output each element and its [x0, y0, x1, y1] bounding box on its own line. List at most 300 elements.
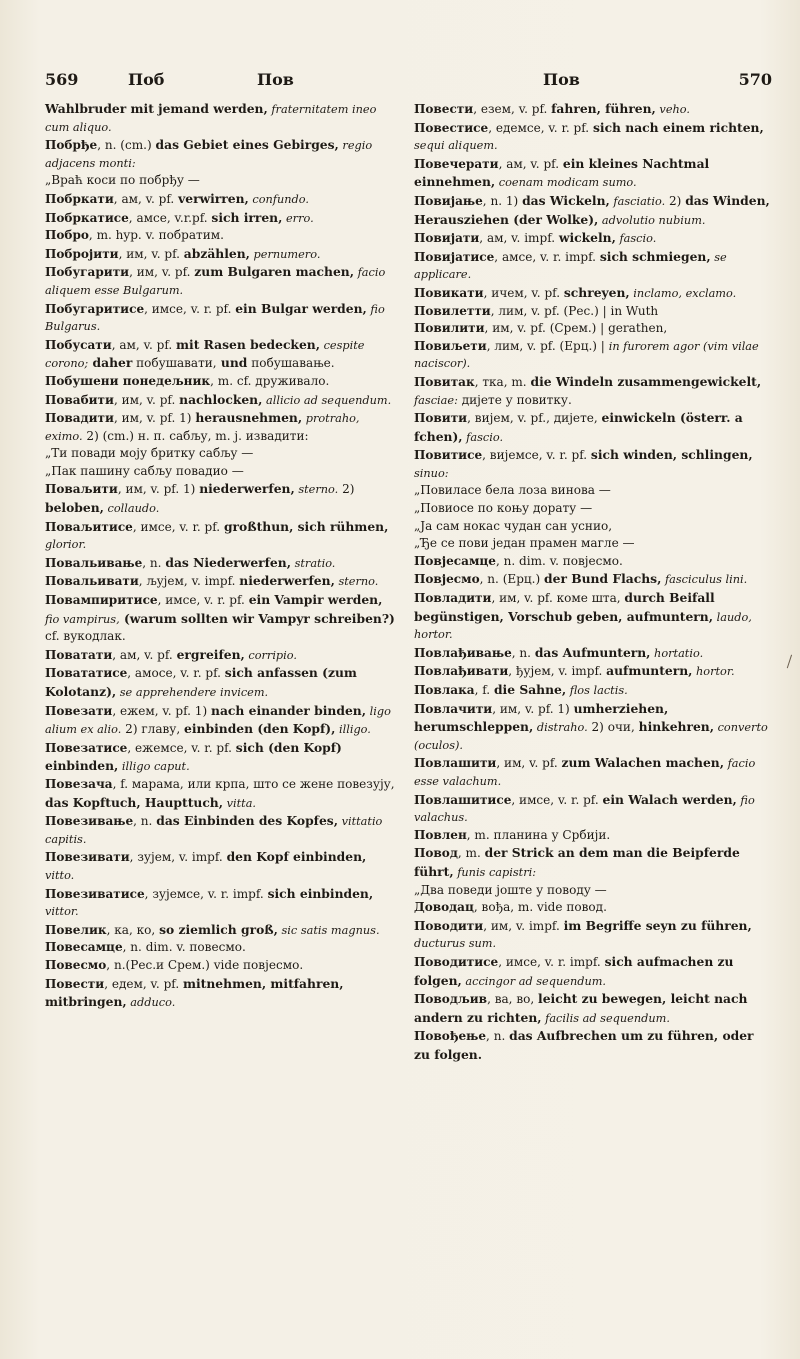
- german-gloss: beloben,: [45, 500, 104, 516]
- entry-text: , им, v. impf.: [483, 918, 564, 933]
- entry-text: , им, v. pf.: [113, 392, 180, 407]
- entry-text: „Пак пашину сабљу повадио —: [45, 463, 244, 478]
- entry-text: , вијемсе, v. r. pf.: [482, 448, 591, 463]
- latin-gloss: ducturus sum.: [414, 937, 497, 951]
- entry-text: , им, v. pf.: [129, 265, 195, 280]
- latin-gloss: sterno.: [334, 575, 379, 589]
- entry-text: , зујем, v. impf.: [129, 850, 227, 865]
- latin-gloss: hortatio.: [650, 646, 704, 660]
- entry-text: , f.: [474, 683, 494, 697]
- latin-gloss: sinuo:: [414, 466, 449, 480]
- dictionary-entry: [45, 739, 395, 776]
- entry-text: , ежем, v. pf. 1): [112, 703, 212, 718]
- entry-text: , им, v. pf.: [496, 756, 562, 771]
- page-header: [45, 70, 772, 96]
- entry-text: , ам, v. impf.: [479, 231, 559, 246]
- entry-text: , едемсе, v. r. pf.: [488, 120, 593, 135]
- headword: Повлака: [414, 683, 475, 697]
- entry-text: , имсе, v. r. impf.: [498, 954, 605, 969]
- latin-gloss: cespite corono;: [45, 338, 365, 371]
- headword: Поватати: [45, 647, 113, 662]
- entry-text: , ва, во,: [487, 992, 539, 1007]
- german-gloss: im Begriffe seyn zu führen,: [563, 917, 752, 933]
- headword: Повлађивање: [414, 645, 512, 660]
- latin-gloss: pernumero.: [249, 247, 321, 261]
- german-gloss: ein kleines Nachtmal einnehmen,: [414, 155, 710, 190]
- headword: Повитак: [414, 374, 475, 389]
- right-page-number: 570: [738, 70, 772, 89]
- dictionary-entry: [45, 373, 395, 391]
- german-gloss: das Aufmuntern,: [534, 644, 651, 660]
- latin-gloss: se apprehendere invicem.: [116, 686, 269, 699]
- entry-text: , вођа, m. vide повод.: [473, 900, 607, 915]
- german-gloss: durch Beifall begünstigen, Vorschub geben, aufmuntern,: [414, 590, 715, 624]
- left-guide-word-last: Пов: [257, 70, 294, 89]
- entry-text: „Ђе се пови један прамен магле —: [414, 536, 635, 551]
- dictionary-entry: [45, 885, 395, 921]
- latin-gloss: fio valachus.: [414, 793, 755, 825]
- german-gloss: herausnehmen,: [195, 410, 303, 426]
- german-gloss: ein Vampir werden,: [248, 592, 383, 608]
- headword: Поваљитисе: [45, 519, 133, 534]
- dictionary-entry: [45, 263, 395, 299]
- entry-text: 2): [665, 193, 686, 208]
- entry-text: „Два поведи јоште у поводу —: [414, 882, 607, 897]
- latin-gloss: fraternitatem ineo cum aliquo.: [45, 103, 377, 134]
- entry-text: , ам, v. pf.: [113, 191, 179, 206]
- german-gloss: und: [216, 355, 248, 371]
- german-gloss: der Bund Flachs,: [544, 571, 662, 587]
- latin-gloss: laudo, hortor.: [414, 610, 752, 642]
- latin-gloss: se applicare.: [414, 250, 727, 282]
- german-gloss: das Kopftuch, Haupttuch,: [45, 794, 224, 810]
- german-gloss: mit Rasen bedecken,: [176, 336, 320, 352]
- german-gloss: wickeln,: [558, 230, 616, 246]
- dictionary-entry: [45, 227, 395, 245]
- dictionary-entry: [45, 190, 395, 209]
- dictionary-entry: [414, 303, 772, 321]
- headword: Повезиватисе: [45, 886, 145, 901]
- german-gloss: abzählen,: [183, 245, 250, 261]
- german-gloss: daher: [88, 355, 133, 371]
- headword: Доводац: [414, 900, 474, 915]
- latin-gloss: vitto.: [45, 868, 75, 882]
- headword: Повесамце: [45, 940, 123, 955]
- dictionary-entry: [45, 921, 395, 940]
- entry-text: , едем, v. pf.: [104, 976, 183, 991]
- dictionary-entry: [45, 391, 395, 410]
- right-column: [414, 100, 772, 1064]
- latin-gloss: hortor.: [692, 665, 735, 679]
- dictionary-entry: [414, 248, 772, 284]
- entry-text: побушавати,: [132, 356, 217, 371]
- headword: Повестисе: [414, 120, 489, 135]
- german-gloss: sich anfassen (zum Kolotanz),: [45, 665, 357, 699]
- latin-gloss: fascio.: [615, 232, 657, 246]
- entry-text: , ам, v. pf.: [112, 647, 177, 662]
- german-gloss: Wahlbruder mit jemand werden,: [45, 101, 268, 116]
- dictionary-entry: [414, 882, 772, 900]
- latin-gloss: facio esse valachum.: [414, 757, 756, 788]
- latin-gloss: facio aliquem esse Bulgarum.: [45, 266, 386, 297]
- entry-text: , ам, v. pf.: [498, 156, 563, 171]
- left-page-number: 569: [45, 70, 79, 89]
- dictionary-entry: [414, 446, 772, 482]
- entry-text: , n. 1): [482, 193, 523, 208]
- german-gloss: zum Walachen machen,: [561, 755, 725, 771]
- left-guide-word-first: Поб: [128, 70, 165, 89]
- headword: Повабити: [45, 392, 114, 407]
- dictionary-entry: [414, 119, 772, 155]
- headword: Повататисе: [45, 666, 128, 681]
- headword: Повиљети: [414, 338, 487, 353]
- latin-gloss: stratio.: [290, 556, 336, 570]
- german-gloss: nachlocken,: [179, 391, 263, 407]
- headword: Повитисе: [414, 448, 483, 463]
- dictionary-entry: [414, 553, 772, 571]
- latin-gloss: flos lactis.: [566, 684, 628, 697]
- latin-gloss: inclamo, exclamo.: [629, 286, 737, 300]
- latin-gloss: fio vampirus,: [45, 612, 120, 626]
- german-gloss: niederwerfen,: [239, 573, 335, 589]
- headword: Повальивати: [45, 574, 139, 589]
- headword: Побркати: [45, 191, 114, 206]
- dictionary-entry: [414, 155, 772, 192]
- german-gloss: hinkehren,: [638, 719, 714, 735]
- headword: Побушени понедељник: [45, 373, 211, 388]
- dictionary-entry: [414, 338, 772, 373]
- german-gloss: die Windeln zusammengewickelt,: [530, 373, 762, 389]
- entry-text: , амсе, v.r.pf.: [128, 210, 212, 225]
- dictionary-entry: [414, 681, 772, 700]
- entry-text: , зујемсе, v. r. impf.: [144, 886, 268, 901]
- entry-text: , n. dim. v. повјесмо.: [495, 553, 623, 568]
- entry-text: , им, v. pf.: [118, 246, 184, 261]
- german-gloss: der Strick an dem man die Beipferde führt,: [414, 845, 740, 879]
- german-gloss: ein Walach werden,: [602, 791, 737, 807]
- dictionary-entry: [45, 463, 395, 481]
- entry-text: , амсе, v. r. impf.: [494, 249, 600, 264]
- dictionary-entry: [45, 100, 395, 136]
- dictionary-entry: [414, 700, 772, 755]
- dictionary-entry: [414, 754, 772, 790]
- dictionary-entry: [45, 300, 395, 336]
- entry-text: , n.: [142, 555, 166, 570]
- german-gloss: sich nach einem richten,: [592, 119, 764, 135]
- dictionary-entry: [45, 664, 395, 701]
- entry-text: , им, v. pf. 1): [492, 701, 574, 716]
- headword: Побро: [45, 228, 89, 243]
- german-gloss: das Niederwerfen,: [165, 554, 291, 570]
- german-gloss: großthun, sich rühmen,: [223, 518, 389, 534]
- latin-gloss: converto (oculos).: [414, 721, 768, 752]
- dictionary-entry: [45, 848, 395, 884]
- entry-text: , n.: [511, 645, 535, 660]
- headword: Повезивати: [45, 850, 130, 865]
- german-gloss: niederwerfen,: [199, 481, 295, 497]
- german-gloss: verwirren,: [178, 190, 249, 206]
- entry-text: , езем, v. pf.: [473, 102, 552, 116]
- headword: Побугарити: [45, 265, 130, 280]
- dictionary-entry: [414, 192, 772, 229]
- dictionary-entry: [45, 812, 395, 848]
- entry-text: , n. dim. v. повесмо.: [122, 940, 246, 955]
- latin-gloss: fasciae:: [414, 393, 458, 407]
- dictionary-entry: [414, 535, 772, 553]
- entry-text: , лим, v. pf. (Рес.) | in Wuth: [490, 303, 659, 318]
- latin-gloss: accingor ad sequendum.: [461, 974, 607, 988]
- dictionary-entry: [414, 662, 772, 681]
- latin-gloss: advolutio nubium.: [598, 213, 706, 227]
- latin-gloss: distraho.: [533, 721, 588, 735]
- dictionary-entry: [414, 500, 772, 518]
- dictionary-entry: [45, 136, 395, 172]
- entry-text: , ичем, v. pf.: [483, 285, 564, 300]
- headword: Повод: [414, 846, 458, 861]
- entry-text: , ка, ко,: [106, 922, 160, 937]
- german-gloss: so ziemlich groß,: [159, 921, 278, 937]
- entry-text: , n.(Рес.и Срем.) vide повјесмо.: [106, 957, 304, 972]
- dictionary-entry: [45, 702, 395, 739]
- entry-text: , n. (cm.): [97, 138, 156, 153]
- headword: Повезивање: [45, 814, 134, 829]
- entry-text: „Ја сам нокас чудан сан уснио,: [414, 518, 613, 533]
- entry-text: , им, v. pf. 1): [113, 411, 196, 426]
- latin-gloss: fascio.: [462, 430, 504, 444]
- latin-gloss: allicio ad sequendum.: [262, 393, 392, 407]
- german-gloss: sich (den Kopf) einbinden,: [45, 739, 342, 774]
- latin-gloss: ligo alium ex alio.: [45, 704, 391, 737]
- entry-text: , амосе, v. r. pf.: [127, 666, 225, 681]
- german-gloss: die Sahne,: [493, 682, 567, 697]
- headword: Повјесмо: [414, 572, 480, 587]
- headword: Поводитисе: [414, 954, 499, 969]
- german-gloss: das Gebiet eines Gebirges,: [155, 137, 339, 153]
- dictionary-entry: [414, 229, 772, 248]
- headword: Повести: [45, 976, 105, 991]
- latin-gloss: sequi aliquem.: [414, 139, 498, 153]
- entry-text: , m. hyp. v. побратим.: [88, 228, 224, 243]
- dictionary-entry: [414, 917, 772, 953]
- latin-gloss: coenam modicam sumo.: [495, 176, 637, 190]
- latin-gloss: fasciculus lini.: [661, 573, 748, 587]
- dictionary-entry: [414, 284, 772, 303]
- dictionary-entry: [414, 570, 772, 589]
- headword: Побусати: [45, 337, 112, 352]
- german-gloss: schreyen,: [563, 284, 630, 300]
- german-gloss: sich schmiegen,: [599, 248, 711, 264]
- german-gloss: fahren, führen,: [551, 101, 656, 116]
- german-gloss: das Einbinden des Kopfes,: [156, 813, 338, 829]
- entry-text: , имсе, v. r. pf.: [511, 792, 603, 807]
- dictionary-entry: [45, 172, 395, 190]
- dictionary-entry: [414, 644, 772, 663]
- entry-text: дијете у повитку.: [457, 392, 572, 407]
- headword: Повелик: [45, 922, 107, 937]
- entry-text: , им, v. pf. (Срем.) | gerathen,: [484, 321, 668, 336]
- entry-text: „Враћ коси по побрђу —: [45, 173, 200, 188]
- headword: Повладити: [414, 591, 492, 606]
- latin-gloss: collaudo.: [103, 502, 160, 516]
- entry-text: 2) очи,: [587, 720, 639, 735]
- headword: Повлашити: [414, 756, 497, 771]
- headword: Побркатисе: [45, 210, 129, 225]
- headword: Побрђе: [45, 138, 98, 153]
- latin-gloss: vitta.: [223, 796, 257, 810]
- headword: Повијатисе: [414, 249, 495, 264]
- headword: Повјесамце: [414, 553, 496, 568]
- latin-gloss: veho.: [655, 103, 690, 116]
- german-gloss: umherziehen, herumschleppen,: [414, 700, 669, 735]
- dictionary-entry: [414, 1027, 772, 1064]
- dictionary-entry: [414, 409, 772, 446]
- headword: Повечерати: [414, 156, 499, 171]
- dictionary-entry: [414, 827, 772, 845]
- latin-gloss: vittatio capitis.: [45, 815, 383, 846]
- entry-text: , m.: [457, 846, 485, 861]
- headword: Повијање: [414, 193, 483, 208]
- dictionary-entry: [45, 646, 395, 665]
- headword: Повезати: [45, 703, 113, 718]
- german-gloss: aufmuntern,: [606, 663, 693, 679]
- german-gloss: ein Bulgar werden,: [235, 300, 367, 316]
- latin-gloss: funis capistri:: [453, 865, 537, 879]
- dictionary-entry: [45, 409, 395, 445]
- german-gloss: sich irren,: [211, 209, 283, 225]
- margin-mark: [784, 654, 792, 669]
- headword: Поводљив: [414, 992, 488, 1007]
- dictionary-entry: [414, 320, 772, 338]
- dictionary-entry: [414, 100, 772, 119]
- entry-text: , m. cf. друживало.: [210, 373, 330, 388]
- entry-text: , ам, v. pf.: [111, 337, 177, 352]
- dictionary-entry: [414, 373, 772, 409]
- dictionary-entry: [45, 572, 395, 591]
- headword: Повезача: [45, 776, 113, 791]
- dictionary-entry: [414, 589, 772, 644]
- entry-text: , лим, v. pf. (Ерц.) |: [486, 338, 609, 353]
- entry-text: „Ти повади моју бритку сабљу —: [45, 446, 254, 461]
- entry-text: , ђујем, v. impf.: [508, 664, 607, 679]
- headword: Повести: [414, 102, 474, 116]
- dictionary-entry: [45, 518, 395, 554]
- headword: Повилетти: [414, 303, 491, 318]
- headword: Повесмо: [45, 957, 107, 972]
- entry-text: , имсе, v. r. pf.: [132, 519, 224, 534]
- headword: Повампиритисе: [45, 593, 158, 608]
- latin-gloss: illigo.: [335, 723, 371, 737]
- german-gloss: das Wickeln,: [522, 192, 610, 208]
- headword: Повијати: [414, 231, 480, 246]
- latin-gloss: sic satis magnus.: [277, 923, 380, 937]
- german-gloss: (warum sollten wir Vampyr schreiben?): [119, 610, 395, 626]
- entry-text: , им, v. pf. 1): [117, 482, 200, 497]
- latin-gloss: fasciatio.: [609, 194, 666, 208]
- entry-text: , им, v. pf. коме шта,: [491, 591, 625, 606]
- latin-gloss: sterno.: [294, 483, 339, 497]
- german-gloss: das Aufbrechen um zu führen, oder zu folgen.: [414, 1028, 754, 1062]
- dictionary-entry: [414, 990, 772, 1027]
- dictionary-entry: [45, 445, 395, 463]
- headword: Повилити: [414, 321, 485, 336]
- headword: Повальивање: [45, 555, 143, 570]
- german-gloss: nach einander binden,: [211, 702, 367, 718]
- dictionary-entry: [45, 336, 395, 373]
- german-gloss: zum Bulgaren machen,: [194, 264, 355, 280]
- latin-gloss: glorior.: [45, 538, 87, 552]
- german-gloss: sich aufmachen zu folgen,: [414, 953, 734, 988]
- german-gloss: leicht zu bewegen, leicht nach andern zu richten,: [414, 991, 748, 1025]
- entry-text: , ежемсе, v. r. pf.: [127, 740, 236, 755]
- german-gloss: einwickeln (österr. a fchen),: [414, 410, 743, 444]
- entry-text: 2) (cm.) н. п. сабљу, m. j. извадити:: [82, 428, 309, 443]
- entry-text: , имсе, v. r. pf.: [157, 593, 249, 608]
- headword: Повикати: [414, 285, 484, 300]
- latin-gloss: fio Bulgarus.: [45, 302, 385, 334]
- latin-gloss: confundo.: [248, 192, 309, 206]
- entry-text: , n. (Ерц.): [479, 572, 545, 587]
- dictionary-entry: [45, 591, 395, 646]
- left-column: [45, 100, 395, 1012]
- dictionary-entry: [414, 953, 772, 990]
- latin-gloss: protraho, eximo.: [45, 412, 360, 443]
- entry-text: , вијем, v. pf., дијете,: [467, 411, 602, 426]
- entry-text: , n.: [486, 1029, 510, 1044]
- headword: Повлачити: [414, 701, 493, 716]
- german-gloss: sich winden, schlingen,: [590, 447, 753, 463]
- entry-text: , имсе, v. r. pf.: [144, 301, 236, 316]
- latin-gloss: adduco.: [126, 996, 176, 1010]
- latin-gloss: in furorem agor (vim vilae naciscor).: [414, 339, 759, 371]
- dictionary-entry: [45, 245, 395, 264]
- entry-text: , n.: [133, 814, 157, 829]
- entry-text: , тка, m.: [474, 374, 531, 389]
- dictionary-entry: [45, 554, 395, 573]
- dictionary-entry: [414, 482, 772, 500]
- dictionary-entry: [414, 899, 772, 917]
- dictionary-entry: [414, 791, 772, 827]
- headword: Повлашитисе: [414, 792, 512, 807]
- headword: Побугаритисе: [45, 301, 145, 316]
- headword: Повлађивати: [414, 664, 509, 679]
- german-gloss: mitnehmen, mitfahren, mitbringen,: [45, 975, 344, 1010]
- latin-gloss: regio adjacens monti:: [45, 139, 373, 170]
- german-gloss: das Winden, Herausziehen (der Wolke),: [414, 192, 770, 227]
- entry-text: 2) главу,: [121, 722, 185, 737]
- entry-text: cf. вукодлак.: [45, 629, 126, 644]
- headword: Повезатисе: [45, 740, 128, 755]
- latin-gloss: vittor.: [45, 905, 79, 919]
- german-gloss: sich einbinden,: [267, 885, 374, 901]
- dictionary-entry: [45, 776, 395, 812]
- german-gloss: ergreifen,: [176, 646, 245, 662]
- dictionary-entry: [45, 975, 395, 1012]
- headword: Побројити: [45, 246, 119, 261]
- latin-gloss: illigo caput.: [118, 760, 190, 774]
- entry-text: „Повиосе по коњу дорату —: [414, 501, 593, 516]
- entry-text: , f. марама, или крпа, што се жене повезују,: [112, 776, 395, 791]
- dictionary-entry: [45, 209, 395, 228]
- entry-text: „Повиласе бела лоза винова —: [414, 483, 611, 498]
- dictionary-entry: [45, 939, 395, 957]
- headword: Повити: [414, 411, 468, 426]
- german-gloss: den Kopf einbinden,: [226, 849, 367, 865]
- entry-text: побушавање.: [247, 356, 335, 371]
- headword: Повлен: [414, 827, 467, 842]
- entry-text: , љујем, v. impf.: [138, 574, 240, 589]
- latin-gloss: erro.: [282, 211, 314, 225]
- headword: Повођење: [414, 1029, 487, 1044]
